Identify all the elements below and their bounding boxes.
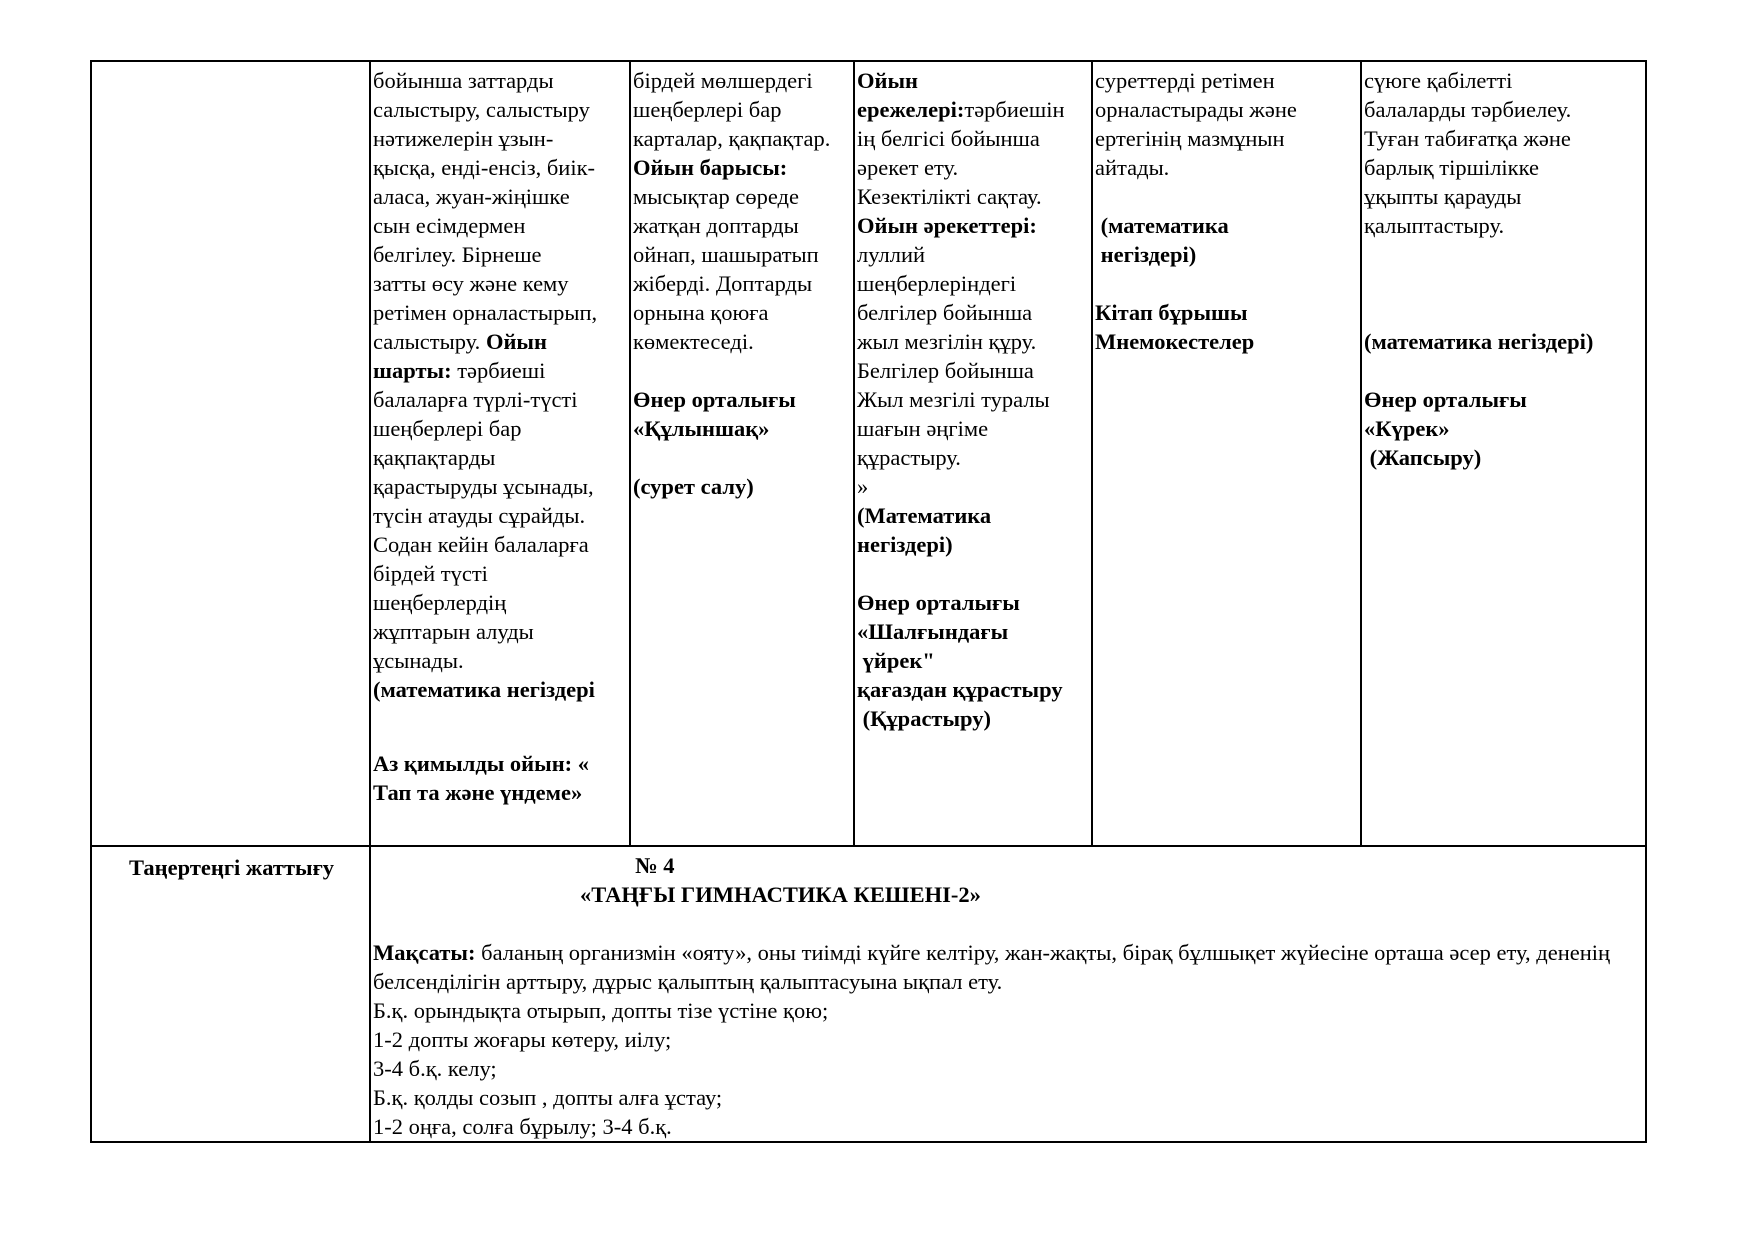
exercise-line: 1-2 оңға, солға бұрылу; 3-4 б.қ.	[373, 1114, 672, 1139]
text-line: Содан кейін балаларға	[373, 532, 589, 557]
text-line: Жыл мезгілі туралы	[857, 387, 1050, 412]
subject-label: (математика негіздері	[373, 677, 595, 702]
text-line: суреттерді ретімен	[1095, 68, 1275, 93]
text-line: шеңберлердің	[373, 590, 507, 615]
goal-text: баланың организмін «ояту», оны тиімді күйге келтіру, жан-жақты, бірақ бұлшықет жүйесіне орташа әсер ету, дененің белсенділігін арттыру, дұрыс қалыптың қалыптасуына ықпал ету.	[373, 940, 1611, 994]
text-line: луллий	[857, 242, 926, 267]
text-line	[857, 95, 1091, 124]
goal-paragraph	[373, 938, 1639, 996]
complex-number: № 4	[635, 853, 675, 878]
text-line: шеңберлері бар	[633, 97, 782, 122]
text-line: қақпақтарды	[373, 445, 496, 470]
book-corner-label: Кітап бұрышы	[1095, 300, 1248, 325]
text-line	[373, 327, 629, 356]
activity-label: (сурет салу)	[633, 474, 754, 499]
col5-cell	[1361, 61, 1646, 846]
text-line: бойынша заттарды	[373, 68, 554, 93]
empty-label-cell	[91, 61, 370, 846]
col1-cell	[370, 61, 630, 846]
text-line: балаларға түрлі-түсті	[373, 387, 578, 412]
col4-cell	[1092, 61, 1361, 846]
subject-label: негіздері)	[1095, 242, 1197, 267]
text-line: қысқа, енді-енсіз, биік-	[373, 155, 595, 180]
art-center-title: «Күрек»	[1364, 416, 1450, 441]
gymnastics-cell	[370, 846, 1646, 1142]
exercise-line: 3-4 б.қ. келу;	[373, 1056, 497, 1081]
art-center-title: үйрек"	[857, 648, 935, 673]
text-line: айтады.	[1095, 155, 1170, 180]
exercise-line: 1-2 допты жоғары көтеру, иілу;	[373, 1027, 672, 1052]
art-center-label: Өнер орталығы	[633, 387, 796, 412]
text-fragment: салыстыру.	[373, 329, 486, 354]
text-line: ұқыпты қарауды	[1364, 184, 1522, 209]
text-line: ретімен орналастырып,	[373, 300, 598, 325]
activity-label: (Жапсыру)	[1364, 445, 1482, 470]
goal-label: Мақсаты:	[373, 940, 476, 965]
text-line: жұптарын алуды	[373, 619, 534, 644]
activity-label: (Құрастыру)	[857, 706, 992, 731]
text-line: салыстыру, салыстыру	[373, 97, 590, 122]
text-line: жіберді. Доптарды	[633, 271, 813, 296]
game-title: Аз қимылды ойын: «	[373, 751, 590, 776]
text-line: ойнап, шашыратып	[633, 242, 819, 267]
game-rules-label: Ойын	[857, 68, 918, 93]
table-row	[91, 846, 1646, 1142]
text-line: ің белгісі бойынша	[857, 126, 1040, 151]
table-row	[91, 61, 1646, 846]
text-line: ұсынады.	[373, 648, 464, 673]
activity-label: қағаздан құрастыру	[857, 677, 1063, 702]
exercise-line: Б.қ. қолды созып , допты алға ұстау;	[373, 1085, 723, 1110]
text-line: бірдей түсті	[373, 561, 488, 586]
game-condition-label: шарты:	[373, 358, 452, 383]
text-line: шеңберлері бар	[373, 416, 522, 441]
subject-label: (Математика	[857, 503, 992, 528]
art-center-label: Өнер орталығы	[1364, 387, 1527, 412]
text-line: затты өсу және кему	[373, 271, 569, 296]
text-line: белгілеу. Бірнеше	[373, 242, 542, 267]
text-line	[373, 356, 629, 385]
game-title: Тап та және үндеме»	[373, 780, 583, 805]
text-line: Кезектілікті сақтау.	[857, 184, 1042, 209]
text-line: орнына қоюға	[633, 300, 769, 325]
text-line: орналастырады және	[1095, 97, 1297, 122]
book-corner-title: Мнемокестелер	[1095, 329, 1255, 354]
text-line: шағын әңгіме	[857, 416, 989, 441]
art-center-title: «Құлыншақ»	[633, 416, 770, 441]
text-line: аласа, жуан-жіңішке	[373, 184, 570, 209]
col2-cell	[630, 61, 854, 846]
text-line: шеңберлеріндегі	[857, 271, 1017, 296]
text-line: мысықтар сөреде	[633, 184, 799, 209]
text-line: көмектеседі.	[633, 329, 754, 354]
text-line: Туған табиғатқа және	[1364, 126, 1571, 151]
exercise-line: Б.қ. орындықта отырып, допты тізе үстіне қою;	[373, 998, 829, 1023]
complex-title: «ТАҢҒЫ ГИМНАСТИКА КЕШЕНІ-2»	[580, 882, 981, 907]
text-line: сүюге қабілетті	[1364, 68, 1513, 93]
art-center-label: Өнер орталығы	[857, 590, 1020, 615]
text-line: карталар, қақпақтар.	[633, 126, 831, 151]
game-rules-label: ережелері:	[857, 97, 965, 122]
text-fragment: тәрбиеші	[451, 358, 546, 383]
text-line: Белгілер бойынша	[857, 358, 1034, 383]
row-label: Таңертеңгі жаттығу	[128, 855, 335, 880]
art-center-title: «Шалғындағы	[857, 619, 1009, 644]
text-line: сын есімдермен	[373, 213, 526, 238]
text-line: қарастыруды ұсынады,	[373, 474, 594, 499]
text-line: бірдей мөлшердегі	[633, 68, 813, 93]
subject-label: негіздері)	[857, 532, 953, 557]
game-progress-label: Ойын барысы:	[633, 155, 788, 180]
text-line: түсін атауды сұрайды.	[373, 503, 586, 528]
text-line: барлық тіршілікке	[1364, 155, 1539, 180]
text-line: құрастыру.	[857, 445, 961, 470]
text-line: балаларды тәрбиелеу.	[1364, 97, 1572, 122]
subject-label: (математика	[1095, 213, 1229, 238]
text-line: әрекет ету.	[857, 155, 959, 180]
col3-cell	[854, 61, 1092, 846]
subject-label: (математика негіздері)	[1364, 329, 1594, 354]
row-label-cell	[91, 846, 370, 1142]
text-line: нәтижелерін ұзын-	[373, 126, 554, 151]
text-fragment: тәрбиешін	[964, 97, 1065, 122]
game-actions-label: Ойын әрекеттері:	[857, 213, 1037, 238]
text-line: жатқан доптарды	[633, 213, 799, 238]
text-line: жыл мезгілін құру.	[857, 329, 1037, 354]
text-line: ертегінің мазмұнын	[1095, 126, 1285, 151]
game-condition-label: Ойын	[485, 329, 547, 354]
text-line: »	[857, 474, 869, 499]
text-line: қалыптастыру.	[1364, 213, 1505, 238]
plan-table	[90, 60, 1647, 1143]
text-line: белгілер бойынша	[857, 300, 1033, 325]
